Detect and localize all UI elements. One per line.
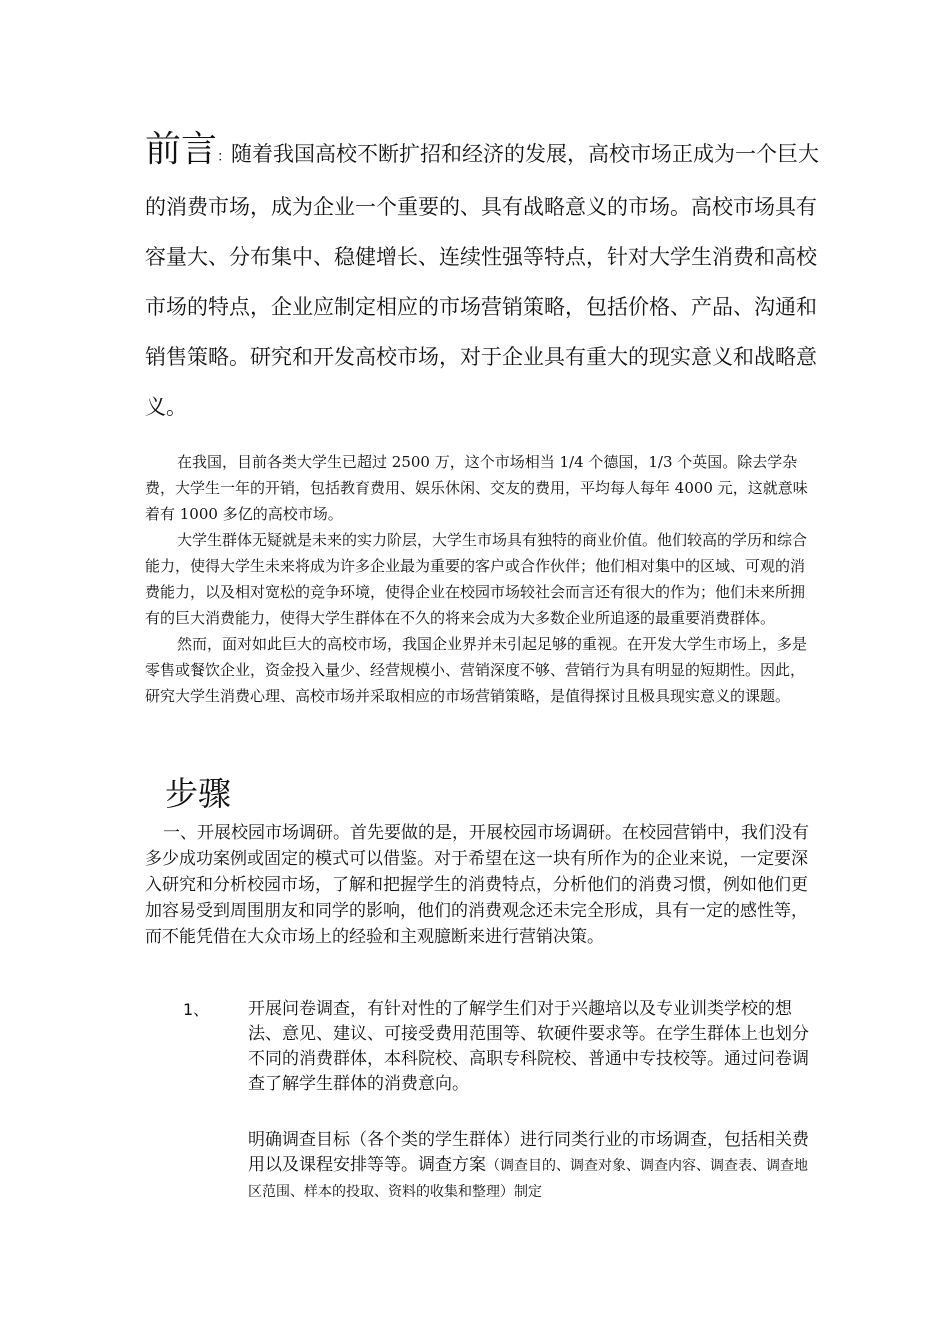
preface-heading: 前言 (145, 129, 218, 170)
list-item-text: 开展问卷调查，有针对性的了解学生们对于兴趣培以及专业训类学校的想法、意见、建议、可接受费用范围等、软硬件要求等。在学生群体上也划分不同的消费群体，本科院校、高职专科院校、普通中专技校等。通过问卷调查了解学生群体的消费意向。 (248, 999, 809, 1094)
body-paragraph: 在我国，目前各类大学生已超过 2500 万，这个市场相当 1/4 个德国，1/3 个英国。除去学杂费，大学生一年的开销，包括教育费用、娱乐休闲、交友的费用，平均每人每年 4000 元，这就意味着有 1000 多亿的高校市场。 (145, 453, 808, 523)
preface-colon: ： (217, 149, 232, 165)
body-paragraph: 大学生群体无疑就是未来的实力阶层，大学生市场具有独特的商业价值。他们较高的学历和综合能力，使得大学生未来将成为许多企业最为重要的客户或合作伙伴；他们相对集中的区域、可观的消费能力，以及相对宽松的竞争环境，使得企业在校园市场较社会而言还有很大的作为；他们未来所拥有的巨大消费能力，使得大学生群体在不久的将来会成为大多数企业所追逐的最重要消费群体。 (145, 531, 808, 627)
body-paragraphs (145, 449, 813, 709)
list-cont-small-text: （调查目的、调查对象、调查内容、调查表、调查地区范围、样本的投取、资料的收集和整理）制定 (248, 1158, 808, 1200)
body-paragraph: 然而，面对如此巨大的高校市场，我国企业界并未引起足够的重视。在开发大学生市场上，多是零售或餐饮企业，资金投入量少、经营规模小、营销深度不够、营销行为具有明显的短期性。因此，研究大学生消费心理、高校市场并采取相应的市场营销策略，是值得探讨且极具现实意义的课题。 (145, 635, 808, 705)
steps-heading: 步骤 (165, 774, 231, 813)
list-item-continuation (248, 1128, 810, 1205)
step-one-paragraph: 一、开展校园市场调研。首先要做的是，开展校园市场调研。在校园营销中，我们没有多少成功案例或固定的模式可以借鉴。对于希望在这一块有所作为的企业来说，一定要深入研究和分析校园市场，了解和把握学生的消费特点，分析他们的消费习惯，例如他们更加容易受到周围朋友和同学的影响，他们的消费观念还未完全形成，具有一定的感性等，而不能凭借在大众市场上的经验和主观臆断来进行营销决策。 (145, 823, 809, 947)
list-cont-text: 明确调查目标（各个类的学生群体）进行同类行业的市场调查，包括相关费用以及课程安排等等。调查方案 (248, 1130, 809, 1175)
preface-section (145, 125, 825, 432)
list-item-number: 1、 (183, 1000, 210, 1019)
preface-text: 随着我国高校不断扩招和经济的发展，高校市场正成为一个巨大的消费市场，成为企业一个重要的、具有战略意义的市场。高校市场具有容量大、分布集中、稳健增长、连续性强等特点，针对大学生消费和高校市场的特点，企业应制定相应的市场营销策略，包括价格、产品、沟通和销售策略。研究和开发高校市场，对于企业具有重大的现实意义和战略意义。 (145, 142, 820, 419)
